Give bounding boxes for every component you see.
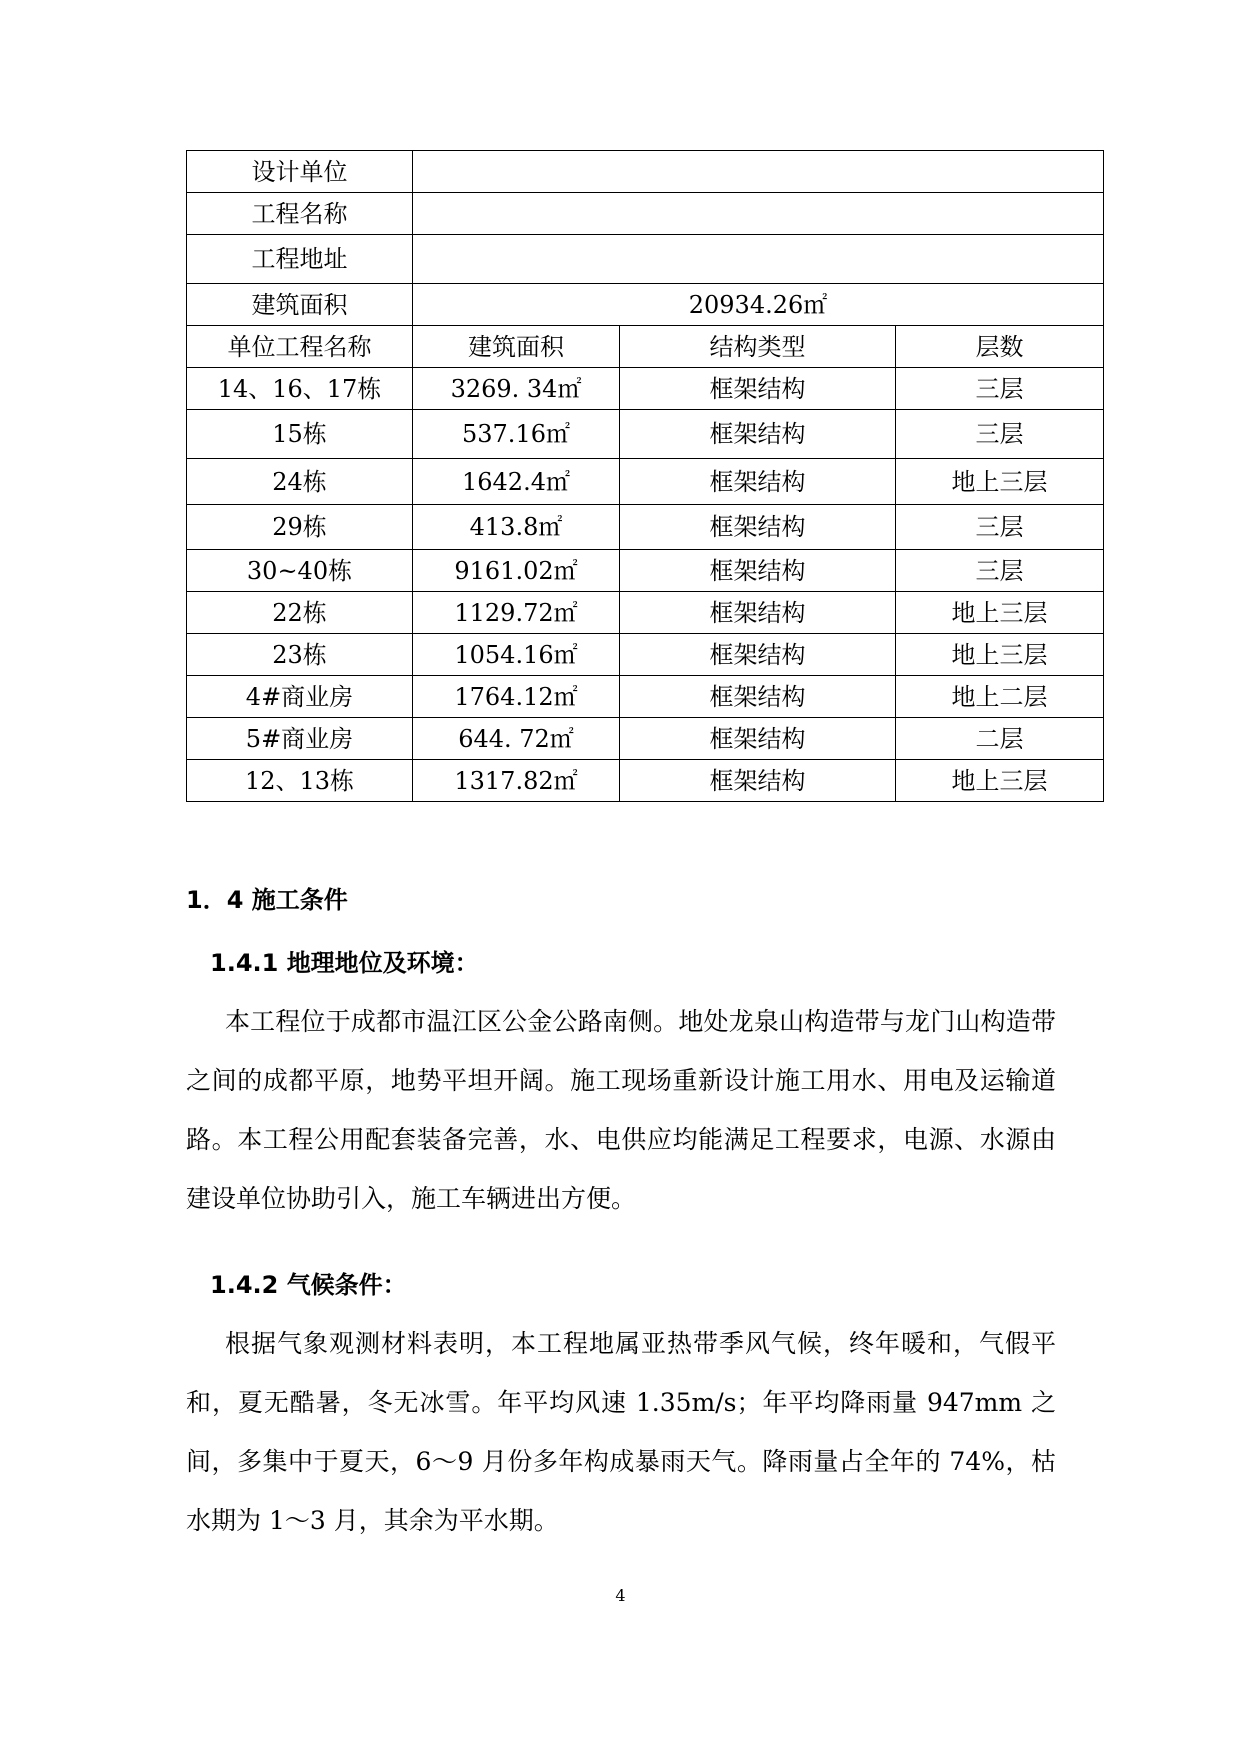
table-cell: 413.8㎡ <box>413 505 620 550</box>
table-row <box>187 193 1104 235</box>
table-cell: 框架结构 <box>620 550 896 592</box>
table-row <box>187 151 1104 193</box>
project-info-table <box>186 150 1104 802</box>
table-cell: 24栋 <box>187 459 413 505</box>
section-heading: 1．4 施工条件 <box>186 886 348 914</box>
row-label: 工程地址 <box>187 235 413 284</box>
row-label: 工程名称 <box>187 193 413 235</box>
table-header-row <box>187 326 1104 368</box>
header-cell: 层数 <box>896 326 1104 368</box>
table-cell: 14、16、17栋 <box>187 368 413 410</box>
table-row <box>187 634 1104 676</box>
table-row <box>187 459 1104 505</box>
table-cell: 框架结构 <box>620 592 896 634</box>
table-cell: 22栋 <box>187 592 413 634</box>
table-cell: 框架结构 <box>620 634 896 676</box>
table-cell: 框架结构 <box>620 368 896 410</box>
table-row <box>187 284 1104 326</box>
row-value <box>413 235 1104 284</box>
table-row <box>187 592 1104 634</box>
table-cell: 1054.16㎡ <box>413 634 620 676</box>
header-cell: 结构类型 <box>620 326 896 368</box>
table-cell: 3269. 34㎡ <box>413 368 620 410</box>
table-cell: 5#商业房 <box>187 718 413 760</box>
table-cell: 地上三层 <box>896 634 1104 676</box>
row-value <box>413 151 1104 193</box>
table-cell: 15栋 <box>187 410 413 459</box>
table-cell: 地上三层 <box>896 592 1104 634</box>
subsection-heading-geography: 1.4.1 地理地位及环境： <box>210 949 479 977</box>
table-cell: 三层 <box>896 505 1104 550</box>
header-cell: 建筑面积 <box>413 326 620 368</box>
row-label: 设计单位 <box>187 151 413 193</box>
table-cell: 二层 <box>896 718 1104 760</box>
table-cell: 地上三层 <box>896 459 1104 505</box>
table-cell: 框架结构 <box>620 505 896 550</box>
table-row <box>187 760 1104 802</box>
table-row <box>187 368 1104 410</box>
table-cell: 1764.12㎡ <box>413 676 620 718</box>
row-value: 20934.26㎡ <box>413 284 1104 326</box>
table-cell: 1129.72㎡ <box>413 592 620 634</box>
table-cell: 12、13栋 <box>187 760 413 802</box>
table-cell: 框架结构 <box>620 718 896 760</box>
page-number: 4 <box>615 1586 626 1605</box>
table-row <box>187 410 1104 459</box>
table-row <box>187 550 1104 592</box>
table-cell: 框架结构 <box>620 410 896 459</box>
table-cell: 4#商业房 <box>187 676 413 718</box>
table-row <box>187 718 1104 760</box>
row-value <box>413 193 1104 235</box>
paragraph-geography: 本工程位于成都市温江区公金公路南侧。地处龙泉山构造带与龙门山构造带之间的成都平原，地势平坦开阔。施工现场重新设计施工用水、用电及运输道路。本工程公用配套装备完善，水、电供应均能满足工程要求，电源、水源由建设单位协助引入，施工车辆进出方便。 <box>186 1007 1056 1213</box>
table-cell: 1317.82㎡ <box>413 760 620 802</box>
table-cell: 三层 <box>896 410 1104 459</box>
table-cell: 地上三层 <box>896 760 1104 802</box>
table-cell: 1642.4㎡ <box>413 459 620 505</box>
table-cell: 三层 <box>896 550 1104 592</box>
table-row <box>187 235 1104 284</box>
table-cell: 30~40栋 <box>187 550 413 592</box>
header-cell: 单位工程名称 <box>187 326 413 368</box>
row-label: 建筑面积 <box>187 284 413 326</box>
table-cell: 框架结构 <box>620 676 896 718</box>
table-cell: 框架结构 <box>620 459 896 505</box>
table-cell: 644. 72㎡ <box>413 718 620 760</box>
table-cell: 框架结构 <box>620 760 896 802</box>
table-cell: 三层 <box>896 368 1104 410</box>
table-cell: 地上二层 <box>896 676 1104 718</box>
table-row <box>187 505 1104 550</box>
paragraph-climate: 根据气象观测材料表明，本工程地属亚热带季风气候，终年暖和，气假平和，夏无酷暑，冬无冰雪。年平均风速 1.35m/s；年平均降雨量 947mm 之间，多集中于夏天，6～9 月份多年构成暴雨天气。降雨量占全年的 74%，枯水期为 1～3 月，其余为平水期。 <box>186 1329 1056 1535</box>
subsection-heading-climate: 1.4.2 气候条件： <box>210 1271 407 1299</box>
table-cell: 9161.02㎡ <box>413 550 620 592</box>
table-cell: 23栋 <box>187 634 413 676</box>
table-cell: 29栋 <box>187 505 413 550</box>
table-cell: 537.16㎡ <box>413 410 620 459</box>
table-row <box>187 676 1104 718</box>
